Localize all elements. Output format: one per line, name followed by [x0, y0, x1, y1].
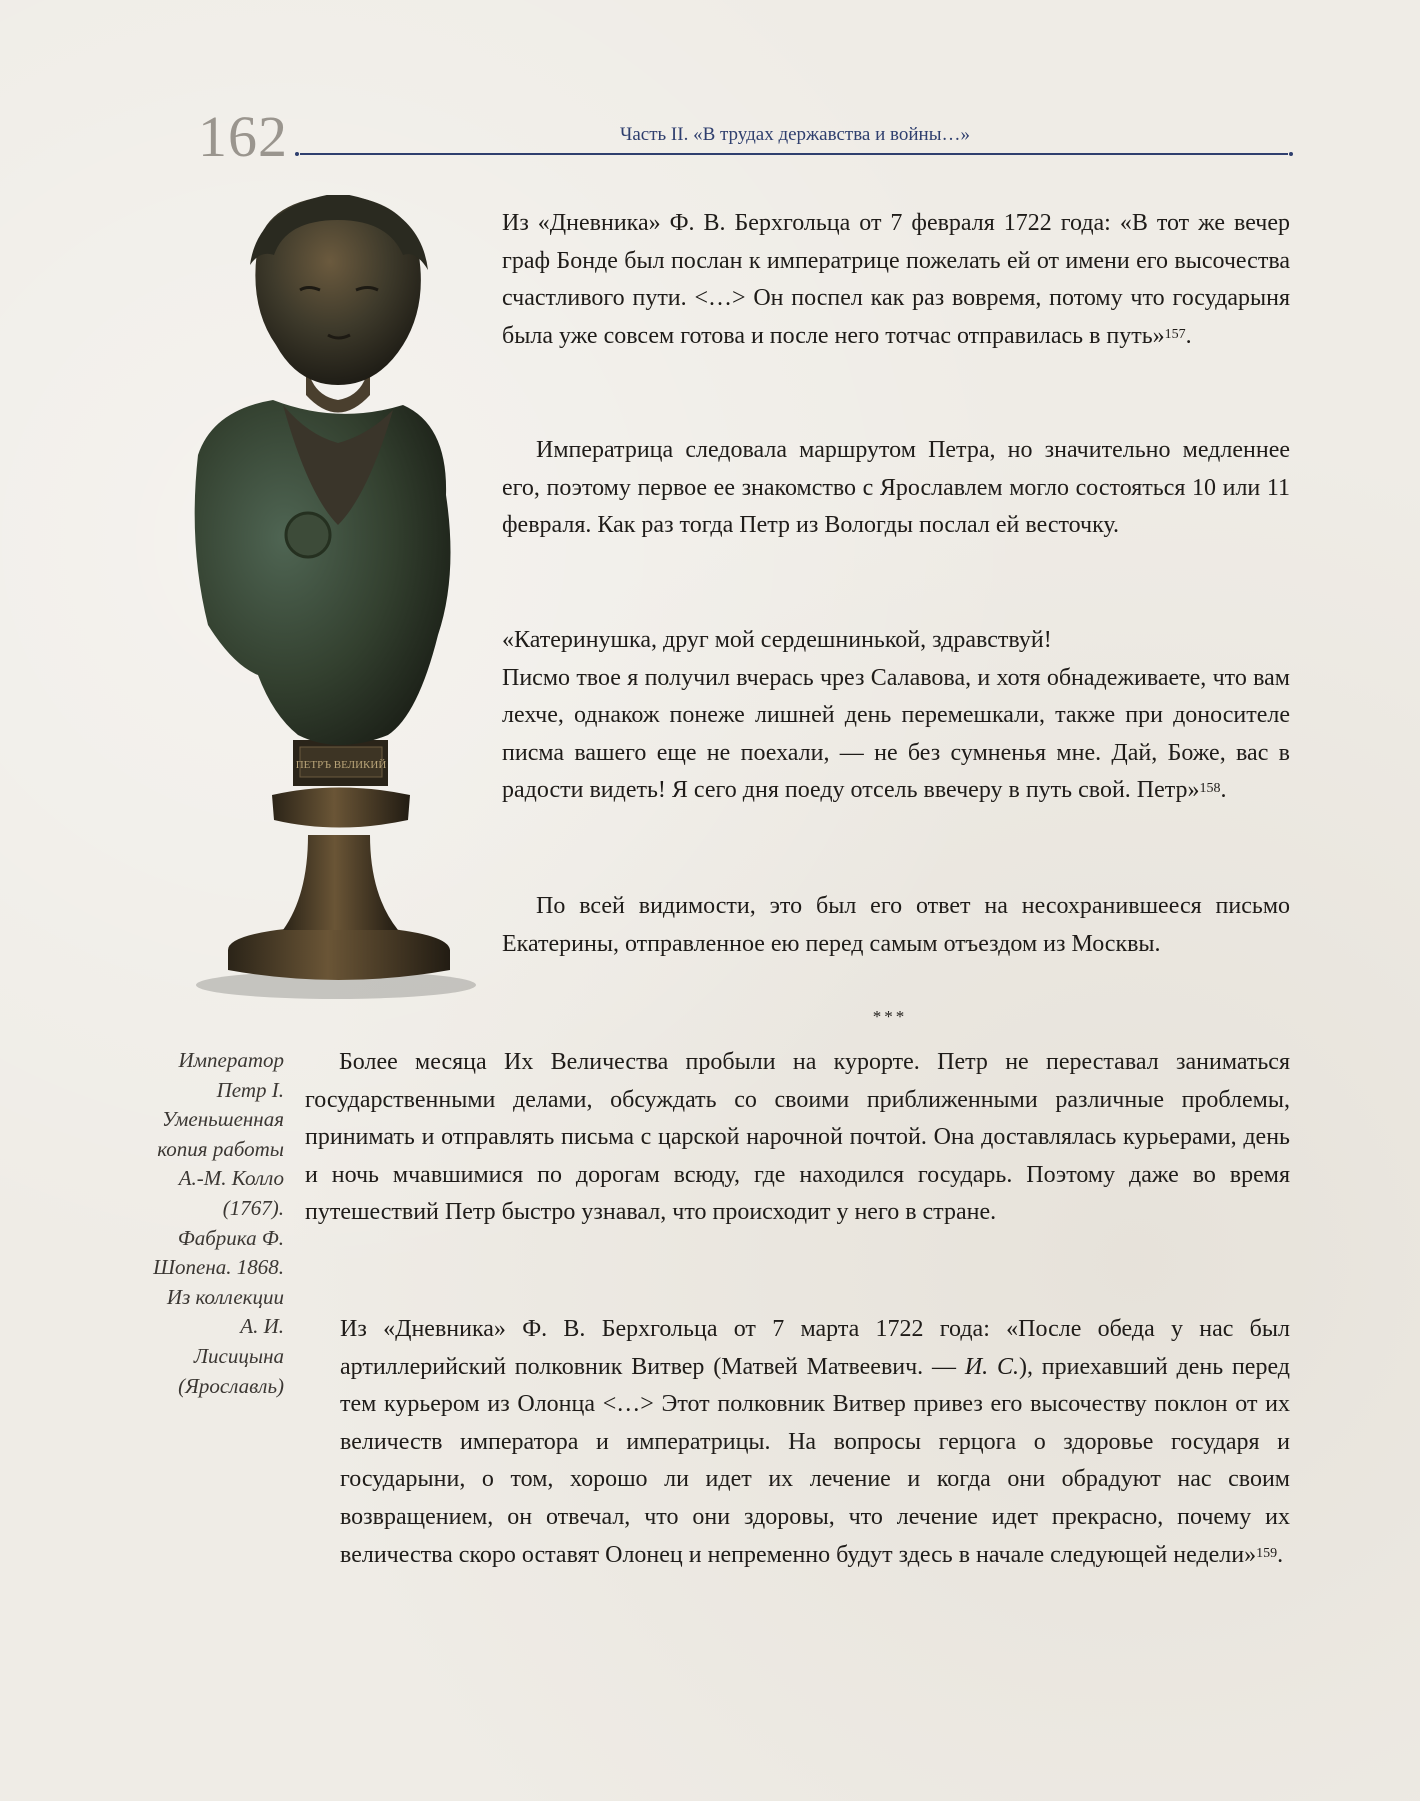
paragraph-text: Из «Дневника» Ф. В. Берхгольца от 7 февраля 1722 года: «В тот же вечер граф Бонде был послан к императрице пожелать ей от имени его высочества счастливого пути. <…> Он поспел как раз вовремя, потому что государыня была уже совсем готова и после него тотчас отправилась в путь»: [502, 210, 1290, 349]
paragraph-diary-mar: Из «Дневника» Ф. В. Берхгольца от 7 марта 1722 года: «После обеда у нас был артиллерийский полковник Витвер (Матвей Матвеевич. — И. С.), приехавший день перед тем курьером из Олонца <…> Этот полковник Витвер привез его высочеству поклон от их величеств императора и императрицы. На вопросы герцога о здоровье государя и государыни, о том, хорошо ли идет их лечение и когда они обрадуют нас своим возвращением, он отвечал, что они здоровы, что лечение идет прекрасно, почему их величества скоро оставят Олонец и непременно будут здесь в начале следующей недели»$^{159}$.: [340, 1316, 1291, 1568]
page-number: 162: [198, 104, 288, 169]
paragraph-reply: По всей видимости, это был его ответ на несохранившееся письмо Екатерины, отправленное ею перед самым отъездом из Москвы.: [502, 893, 1290, 957]
bust-stem: [283, 835, 398, 930]
footnote-ref: 157: [1164, 326, 1186, 342]
paragraph-resort: Более месяца Их Величества пробыли на курорте. Петр не переставал заниматься государственными делами, обсуждать со своими приближенными различные проблемы, принимать и отправлять письма с царской нарочной почтой. Она доставлялась курьерами, день и ночь мчавшимися по дорогам всюду, где находился государь. Поэтому даже во время путешествий Петр быстро узнавал, что происходит у него в стране.: [305, 1049, 1290, 1226]
rule-start-dot: [295, 152, 299, 156]
paragraph-route: Императрица следовала маршрутом Петра, но значительно медленнее его, поэтому первое ее знакомство с Ярославлем могло состояться 10 или 11 февраля. Как раз тогда Петр из Вологды послал ей весточку.: [502, 437, 1290, 539]
bust-image: [188, 195, 488, 1005]
paragraph-text: Из «Дневника» Ф. В. Берхгольца от 7 марта 1722 года: «После обеда у нас был артиллерийский полковник Витвер (Матвей Матвеевич. —: [340, 1316, 1290, 1380]
footnote-ref: 158: [1199, 781, 1221, 797]
letter-greeting: «Катеринушка, друг мой сердешнинькой, здравствуй!: [502, 627, 1052, 653]
paragraph-diary-feb: Из «Дневника» Ф. В. Берхгольца от 7 февраля 1722 года: «В тот же вечер граф Бонде был послан к императрице пожелать ей от имени его высочества счастливого пути. <…> Он поспел как раз вовремя, потому что государыня была уже совсем готова и после него тотчас отправилась в путь»$^{157}$.: [502, 210, 1290, 349]
rule-end-dot: [1289, 152, 1293, 156]
bust-base: [228, 925, 450, 980]
header-rule: [300, 153, 1288, 155]
paragraph-text: ), приехавший день перед тем курьером из Олонца <…> Этот полковник Витвер привез его высочеству поклон от их величеств императора и императрицы. На вопросы герцога о здоровье государя и государыни, о том, хорошо ли идет их лечение и когда они обрадуют нас своим возвращением, он отвечал, что они здоровы, что лечение идет прекрасно, почему их величества скоро оставят Олонец и непременно будут здесь в начале следующей недели»: [340, 1353, 1291, 1568]
plaque-text: ПЕТРЪ ВЕЛИКИЙ: [295, 759, 387, 771]
bust-socle: [272, 788, 410, 828]
figure-caption: Император Петр I. Уменьшенная копия работы А.-М. Колло (1767). Фабрика Ф. Шопена. 1868. Из коллекции А. И. Лисицына (Ярославль): [153, 1048, 284, 1398]
initials: И. С.: [964, 1353, 1019, 1380]
footnote-ref: 159: [1256, 1545, 1278, 1561]
letter-text: Писмо твое я получил вчерась чрез Салавова, и хотя обнадеживаете, что вам лехче, однакож понеже лишней день перемешкали, также при доносителе писма вашего еще не поехали, — не без сумненья мне. Дай, Боже, вас в радости видеть! Я сего дня поеду отсель ввечеру в путь свой. Петр»: [502, 664, 1290, 804]
paragraph-letter: «Катеринушка, друг мой сердешнинькой, здравствуй! Писмо твое я получил вчерась чрез Салавова, и хотя обнадеживаете, что вам лехче, однакож понеже лишней день перемешкали, также при доносителе писма вашего еще не поехали, — не без сумненья мне. Дай, Боже, вас в радости видеть! Я сего дня поеду отсель ввечеру в путь свой. Петр»$^{158}$.: [502, 622, 1290, 810]
running-header: Часть II. «В трудах державства и войны…»: [620, 124, 970, 145]
bust-clasp: [286, 513, 330, 557]
section-separator: ***: [872, 1007, 908, 1026]
